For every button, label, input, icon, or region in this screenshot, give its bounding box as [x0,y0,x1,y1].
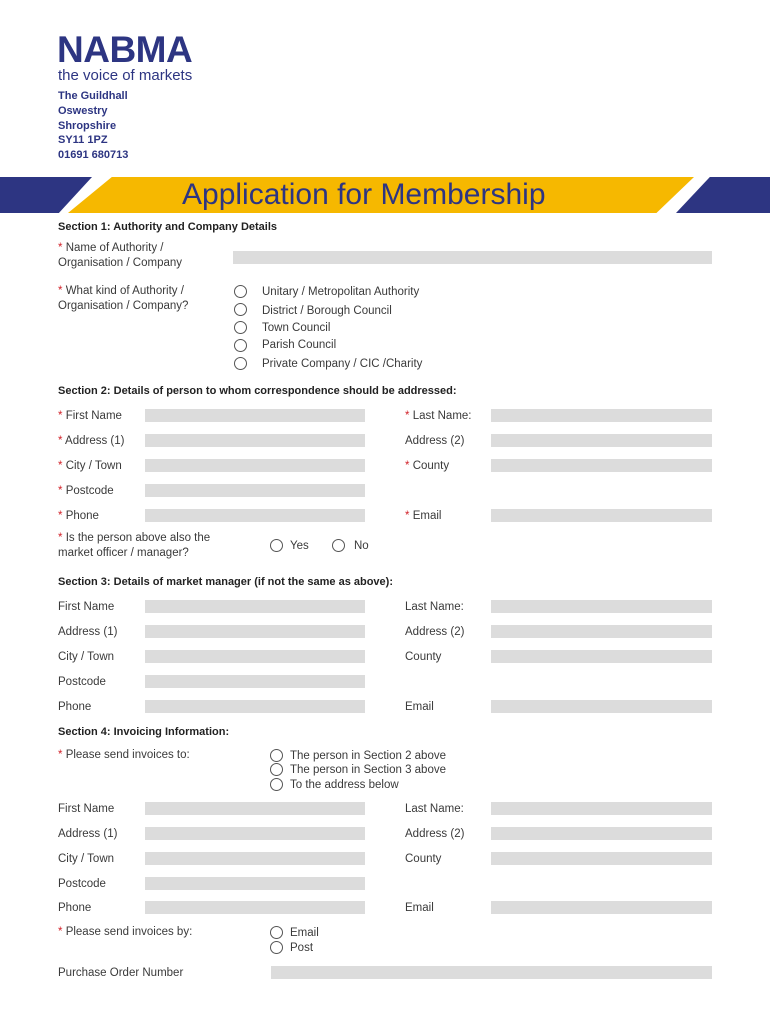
required-mark: * [405,460,410,472]
required-mark: * [405,510,410,522]
kind-unitary-radio[interactable] [234,285,247,298]
s3-address2-label: Address (2) [405,626,465,638]
s4-phone-field[interactable] [145,901,365,914]
send-to-label: * Please send invoices to: [58,749,190,761]
s3-postcode-field[interactable] [145,675,365,688]
s2-county-field[interactable] [491,459,712,472]
required-mark: * [58,285,63,297]
s4-first-name-label: First Name [58,803,115,815]
required-mark: * [58,460,63,472]
send-by-post-label: Post [290,942,314,954]
logo-tagline: the voice of markets [58,67,193,84]
s2-address2-field[interactable] [491,434,712,447]
kind-private-label: Private Company / CIC /Charity [262,358,423,370]
s4-city-label: City / Town [58,853,115,865]
kind-unitary-label: Unitary / Metropolitan Authority [262,286,420,298]
address-line: The Guildhall [58,90,128,102]
kind-parish-label: Parish Council [262,339,337,351]
authority-name-field[interactable] [233,251,712,264]
s4-address2-label: Address (2) [405,828,465,840]
s2-address1-label: * Address (1) [58,435,125,447]
banner-right-stripe [676,177,770,213]
officer-no-radio[interactable] [332,539,345,552]
nabma-logo: NABMA [57,29,193,70]
s3-last-name-label: Last Name: [405,601,464,613]
authority-name-label: * Name of Authority / Organisation / Company [58,242,183,269]
po-number-field[interactable] [271,966,712,979]
s3-email-field[interactable] [491,700,712,713]
required-mark: * [58,485,63,497]
s2-email-label: * Email [405,510,442,522]
s2-last-name-label: * Last Name: [405,410,472,422]
officer-yes-radio[interactable] [270,539,283,552]
s4-last-name-field[interactable] [491,802,712,815]
required-mark: * [58,242,63,254]
required-mark: * [405,410,410,422]
s2-address1-field[interactable] [145,434,365,447]
officer-no-label: No [354,540,369,552]
s4-address2-field[interactable] [491,827,712,840]
kind-district-radio[interactable] [234,303,247,316]
s3-address1-field[interactable] [145,625,365,638]
section-4-title: Section 4: Invoicing Information: [58,726,230,738]
send-by-label: * Please send invoices by: [58,926,193,938]
s2-last-name-field[interactable] [491,409,712,422]
s4-city-field[interactable] [145,852,365,865]
s4-email-label: Email [405,902,434,914]
send-to-section3-label: The person in Section 3 above [290,764,446,776]
s2-first-name-field[interactable] [145,409,365,422]
address-line: SY11 1PZ [58,134,108,146]
send-to-section2-label: The person in Section 2 above [290,750,446,762]
s2-phone-field[interactable] [145,509,365,522]
kind-district-label: District / Borough Council [262,305,392,317]
s2-postcode-field[interactable] [145,484,365,497]
required-mark: * [58,532,63,544]
s2-email-field[interactable] [491,509,712,522]
required-mark: * [58,410,63,422]
s4-last-name-label: Last Name: [405,803,464,815]
officer-question-label: * Is the person above also the market officer / manager? [58,532,211,559]
s4-address1-field[interactable] [145,827,365,840]
s4-first-name-field[interactable] [145,802,365,815]
send-to-address-label: To the address below [290,779,399,791]
s2-phone-label: * Phone [58,510,99,522]
s4-phone-label: Phone [58,902,92,914]
s2-city-field[interactable] [145,459,365,472]
required-mark: * [58,435,63,447]
section-1-title: Section 1: Authority and Company Details [58,221,278,233]
send-to-section2-radio[interactable] [270,749,283,762]
s4-email-field[interactable] [491,901,712,914]
kind-private-radio[interactable] [234,357,247,370]
s2-postcode-label: * Postcode [58,485,114,497]
s2-city-label: * City / Town [58,460,122,472]
po-number-label: Purchase Order Number [58,967,184,979]
s4-address1-label: Address (1) [58,828,118,840]
s3-city-label: City / Town [58,651,115,663]
s3-phone-field[interactable] [145,700,365,713]
s3-county-field[interactable] [491,650,712,663]
s3-county-label: County [405,651,442,663]
kind-parish-radio[interactable] [234,339,247,352]
s2-county-label: * County [405,460,450,472]
s3-phone-label: Phone [58,701,92,713]
s4-postcode-label: Postcode [58,878,106,890]
send-to-section3-radio[interactable] [270,763,283,776]
s3-address2-field[interactable] [491,625,712,638]
kind-town-radio[interactable] [234,321,247,334]
s3-first-name-label: First Name [58,601,115,613]
send-by-post-radio[interactable] [270,941,283,954]
s3-address1-label: Address (1) [58,626,118,638]
send-to-address-radio[interactable] [270,778,283,791]
section-3-title: Section 3: Details of market manager (if not the same as above): [58,576,393,588]
required-mark: * [58,749,63,761]
page-title: Application for Membership [182,178,546,211]
s3-first-name-field[interactable] [145,600,365,613]
s4-postcode-field[interactable] [145,877,365,890]
s3-email-label: Email [405,701,434,713]
s3-city-field[interactable] [145,650,365,663]
s3-postcode-label: Postcode [58,676,106,688]
s2-address2-label: Address (2) [405,435,465,447]
s4-county-label: County [405,853,442,865]
section-2-title: Section 2: Details of person to whom correspondence should be addressed: [58,385,457,397]
authority-kind-label: * What kind of Authority / Organisation / Company? [58,285,189,312]
required-mark: * [58,926,63,938]
s2-first-name-label: * First Name [58,410,122,422]
address-line: Oswestry [58,105,108,117]
s4-county-field[interactable] [491,852,712,865]
address-line: Shropshire [58,120,117,132]
phone-number: 01691 680713 [58,149,129,161]
required-mark: * [58,510,63,522]
send-by-email-label: Email [290,927,319,939]
officer-yes-label: Yes [290,540,309,552]
s3-last-name-field[interactable] [491,600,712,613]
send-by-email-radio[interactable] [270,926,283,939]
kind-town-label: Town Council [262,322,331,334]
